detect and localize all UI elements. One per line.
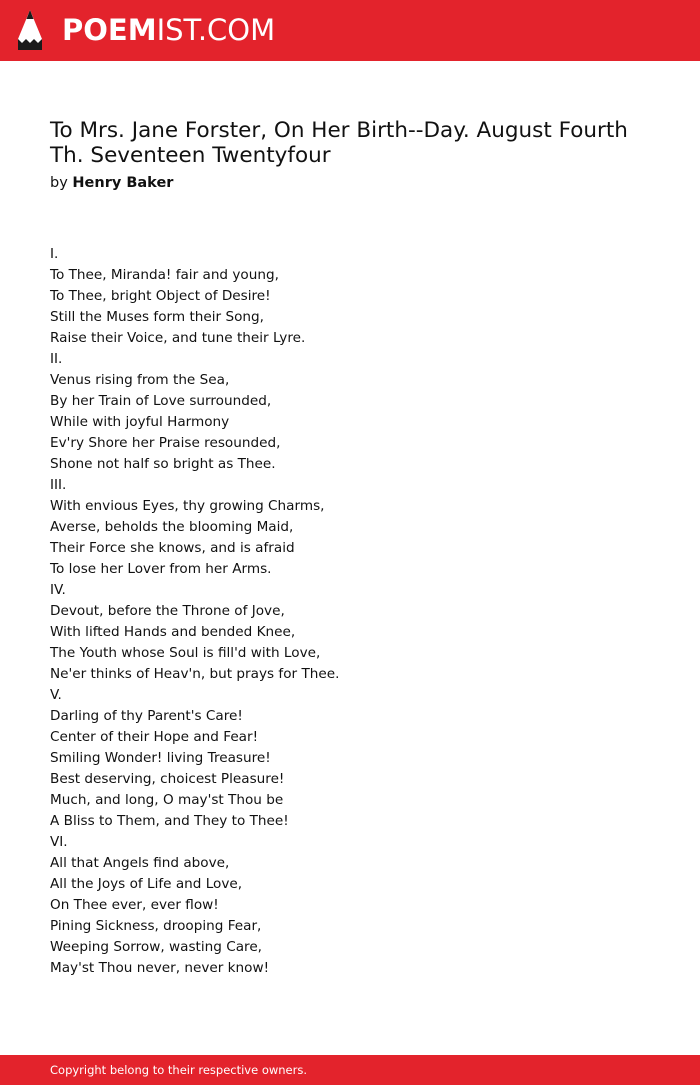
stanza-number: V. bbox=[50, 687, 62, 703]
poem-line: Much, and long, O may'st Thou be bbox=[50, 792, 284, 808]
site-logo[interactable] bbox=[62, 11, 275, 49]
poem-line: Devout, before the Throne of Jove, bbox=[50, 603, 285, 619]
poem-line: With lifted Hands and bended Knee, bbox=[50, 624, 296, 640]
poem-line: A Bliss to Them, and They to Thee! bbox=[50, 813, 289, 829]
poem-line: Shone not half so bright as Thee. bbox=[50, 456, 276, 472]
poem-line: All that Angels find above, bbox=[50, 855, 230, 871]
site-footer bbox=[0, 1055, 700, 1085]
poem-body bbox=[50, 244, 650, 979]
poem-line: On Thee ever, ever flow! bbox=[50, 897, 219, 913]
site-header bbox=[0, 0, 700, 61]
poem-line: To Thee, Miranda! fair and young, bbox=[50, 267, 279, 283]
byline bbox=[50, 173, 173, 193]
poem-line: Venus rising from the Sea, bbox=[50, 372, 230, 388]
logo-light-text: IST.COM bbox=[156, 13, 276, 47]
poem-line: Darling of thy Parent's Care! bbox=[50, 708, 243, 724]
poem-line: Center of their Hope and Fear! bbox=[50, 729, 259, 745]
stanza-number: II. bbox=[50, 351, 63, 367]
stanza-number: I. bbox=[50, 246, 59, 262]
poem-line: Ev'ry Shore her Praise resounded, bbox=[50, 435, 281, 451]
poem-line: Pining Sickness, drooping Fear, bbox=[50, 918, 262, 934]
poem-line: To lose her Lover from her Arms. bbox=[50, 561, 272, 577]
author-name: Henry Baker bbox=[72, 175, 174, 191]
poem-line: Smiling Wonder! living Treasure! bbox=[50, 750, 271, 766]
poem-line: Weeping Sorrow, wasting Care, bbox=[50, 939, 263, 955]
poem-line: By her Train of Love surrounded, bbox=[50, 393, 272, 409]
poem-line: Their Force she knows, and is afraid bbox=[50, 540, 295, 556]
pencil-tip-icon[interactable] bbox=[17, 9, 43, 51]
poem-title: To Mrs. Jane Forster, On Her Birth--Day. August Fourth Th. Seventeen Twentyfour bbox=[50, 118, 628, 168]
logo-bold-text: POEM bbox=[62, 13, 157, 47]
poem-line: While with joyful Harmony bbox=[50, 414, 230, 430]
poem-line: Best deserving, choicest Pleasure! bbox=[50, 771, 285, 787]
poem-line: May'st Thou never, never know! bbox=[50, 960, 270, 976]
poem-line: To Thee, bright Object of Desire! bbox=[50, 288, 271, 304]
by-label: by bbox=[50, 175, 68, 191]
stanza-number: VI. bbox=[50, 834, 68, 850]
poem-line: With envious Eyes, thy growing Charms, bbox=[50, 498, 325, 514]
copyright-text: Copyright belong to their respective owners. bbox=[50, 1063, 308, 1077]
poem-line: Averse, beholds the blooming Maid, bbox=[50, 519, 294, 535]
poem-line: The Youth whose Soul is fill'd with Love, bbox=[50, 645, 321, 661]
stanza-number: IV. bbox=[50, 582, 66, 598]
poem-line: Still the Muses form their Song, bbox=[50, 309, 264, 325]
poem-line: All the Joys of Life and Love, bbox=[50, 876, 243, 892]
poem-line: Ne'er thinks of Heav'n, but prays for Thee. bbox=[50, 666, 340, 682]
stanza-number: III. bbox=[50, 477, 67, 493]
poem-line: Raise their Voice, and tune their Lyre. bbox=[50, 330, 306, 346]
